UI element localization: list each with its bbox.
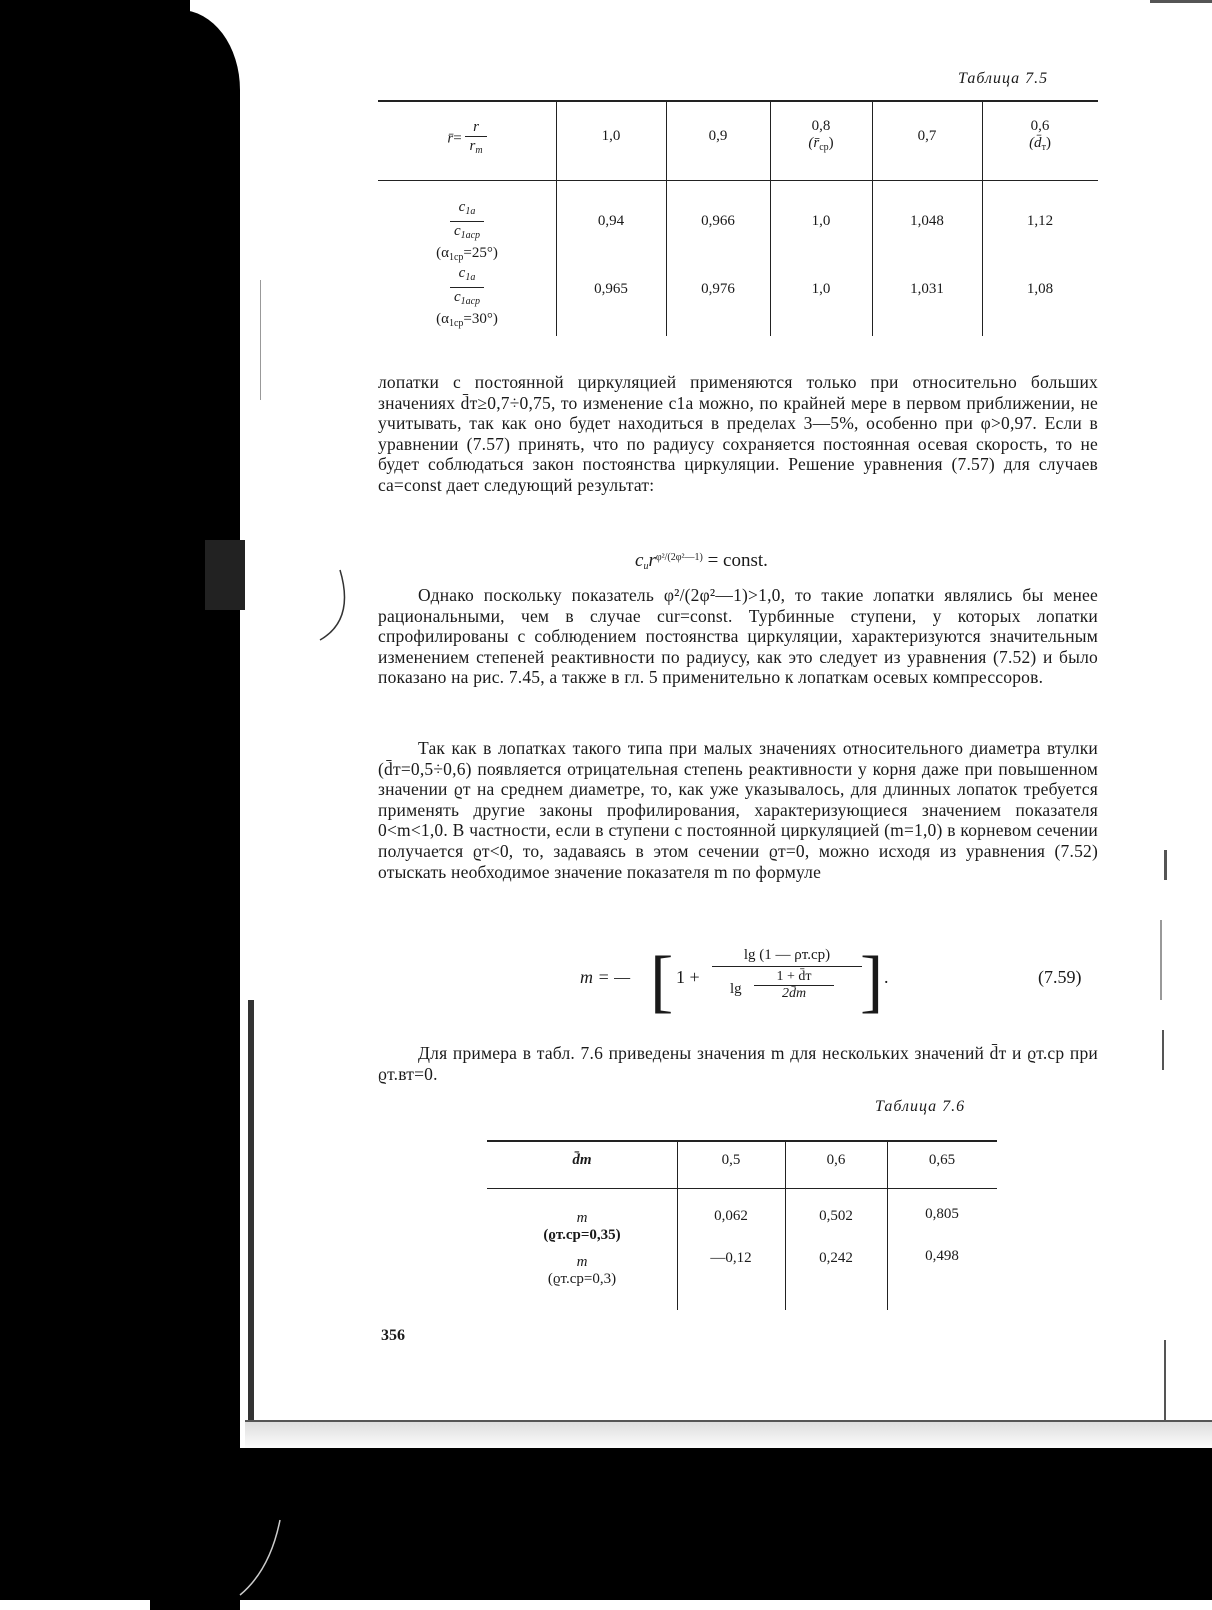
- formula-tail: .: [884, 967, 889, 987]
- note-symbol: (d̄: [1029, 135, 1042, 151]
- table-top-rule: [378, 100, 1098, 102]
- cond-alpha: (α: [436, 245, 449, 261]
- r-symbol: r: [469, 138, 476, 154]
- scan-mark: [1162, 1030, 1164, 1070]
- r-subscript: т: [475, 145, 483, 156]
- cell-r1-c1: 0,062: [714, 1208, 748, 1224]
- formula-inner-fraction: [754, 969, 834, 1002]
- equals-sign: =: [453, 130, 462, 147]
- c-symbol: c: [453, 223, 461, 239]
- r-fraction: [465, 118, 486, 160]
- scan-mark: [1164, 1340, 1166, 1420]
- cell-r2-c1: 0,965: [594, 281, 628, 297]
- right-bracket: ]: [860, 943, 884, 1020]
- fraction-denominator: [450, 288, 484, 311]
- cond-value: =25°): [463, 245, 498, 261]
- scan-curve-mark: [230, 1510, 290, 1600]
- formula-numerator: lg (1 — ρт.ср): [712, 947, 862, 967]
- cell-r2-c5: 1,08: [1026, 281, 1054, 297]
- table-header-rule: [487, 1188, 997, 1189]
- header-col-3-value: 0,8: [811, 118, 831, 134]
- row-1-fraction: [450, 198, 484, 245]
- c-symbol: c: [458, 199, 466, 215]
- c-symbol: c: [453, 289, 461, 305]
- inner-denominator: 2d̄т: [781, 986, 807, 1001]
- row-2-m: m: [576, 1254, 588, 1270]
- paragraph-1: лопатки с постоянной циркуляцией применяются только при относительно больших значениях d̄т≥0,7÷0,75, то изменение c1a можно, по крайней мере в первом приближении, не учитывать, так как оно будет находиться в пределах 3—5%, особенно при φ>0,97. Если в уравнении (7.57) принять, что по радиусу сохраняется постоянная осевая скорость, то не будет соблюдаться закон постоянства циркуляции. Решение уравнения (7.57) для случаев ca=const дает следующий результат:: [378, 372, 1098, 495]
- fraction-numerator: r: [465, 118, 486, 137]
- scan-mark: [260, 280, 261, 400]
- formula-c-subscript: u: [643, 561, 649, 572]
- header-col-2: 0,6: [826, 1152, 846, 1168]
- header-col-3: 0,65: [928, 1152, 956, 1168]
- table-7-5-caption: Таблица 7.5: [958, 70, 1049, 87]
- scan-curve-mark: [300, 560, 360, 650]
- cell-r2-c4: 1,031: [910, 281, 944, 297]
- table-7-5: [378, 100, 1098, 336]
- scan-mark: [1160, 920, 1162, 1000]
- c-subscript: 1aср: [460, 296, 481, 307]
- row-2-label: [487, 1254, 677, 1288]
- header-r-formula: [378, 118, 556, 160]
- cond-subscript: 1ср: [448, 318, 464, 329]
- row-2-fraction: [450, 264, 484, 311]
- formula-lhs: m = —: [580, 967, 631, 987]
- cell-r2-c3: 0,498: [925, 1248, 959, 1264]
- table-header-rule: [378, 180, 1098, 181]
- formula-7-59: [580, 943, 1100, 1035]
- note-close: ): [828, 135, 834, 151]
- header-col-5-value: 0,6: [1030, 118, 1050, 134]
- row-2-label: [378, 264, 556, 332]
- row-1-label: [487, 1210, 677, 1244]
- c-subscript: 1a: [465, 272, 476, 283]
- cell-r1-c4: 1,048: [910, 213, 944, 229]
- row-2-condition: [378, 311, 556, 332]
- header-col-1: 0,5: [721, 1152, 741, 1168]
- scan-mark: [205, 540, 245, 610]
- paragraph-3: Так как в лопатках такого типа при малых значениях относительного диаметра втулки (d̄т=0,5÷0,6) появляется отрицательная степень реактивности у корня даже при повышенном значении ϱт на среднем диаметре, то, как уже указывалось, для длинных лопаток требуется применять другие законы профилирования, характеризующиеся значением показателя 0<m<1,0. В частности, если в ступени с постоянной циркуляцией (m=1,0) в корневом сечении получается ϱт<0, то, задаваясь в этом сечении ϱт=0, можно исходя из уравнения (7.52) отыскать необходимое значение показателя m по формуле: [378, 738, 1098, 882]
- cell-r1-c2: 0,502: [819, 1208, 853, 1224]
- cell-r2-c1: —0,12: [710, 1250, 752, 1266]
- row-1-m: m: [576, 1210, 588, 1226]
- cell-r1-c1: 0,94: [597, 213, 625, 229]
- table-7-6-caption: Таблица 7.6: [875, 1098, 966, 1115]
- header-dt-label: d̄т: [572, 1152, 592, 1168]
- equation-number: (7.59): [1038, 967, 1082, 987]
- inner-numerator: 1 + d̄т: [754, 969, 834, 986]
- c-subscript: 1aср: [460, 230, 481, 241]
- table-top-rule: [487, 1140, 997, 1142]
- formula-one-plus: 1 +: [676, 967, 700, 987]
- fraction-denominator: [465, 137, 486, 160]
- r-bar-symbol: r̄: [447, 130, 454, 147]
- scan-page-edge: [245, 1420, 1212, 1450]
- row-2-condition: (ϱт.ср=0,3): [547, 1271, 617, 1287]
- scan-border-bottom: [0, 1448, 1212, 1600]
- header-col-2: 0,9: [708, 128, 728, 144]
- cell-r2-c2: 0,976: [701, 281, 735, 297]
- row-1-condition: (ϱт.ср=0,35): [543, 1227, 621, 1243]
- fraction-numerator: [450, 198, 484, 222]
- cell-r1-c2: 0,966: [701, 213, 735, 229]
- formula-c: c: [635, 550, 644, 571]
- header-col-3-note: [770, 135, 872, 153]
- formula-rhs: = const.: [707, 550, 768, 571]
- note-subscript: ср: [819, 142, 829, 153]
- fraction-denominator: [450, 222, 484, 245]
- cond-subscript: 1ср: [448, 252, 464, 263]
- header-col-1: 1,0: [601, 128, 621, 144]
- cond-alpha: (α: [436, 311, 449, 327]
- note-close: ): [1045, 135, 1051, 151]
- formula-denominator: [712, 967, 862, 1013]
- cell-r2-c2: 0,242: [819, 1250, 853, 1266]
- formula-r: r: [648, 550, 656, 571]
- row-1-condition: [378, 245, 556, 266]
- paragraph-4: Для примера в табл. 7.6 приведены значения m для нескольких значений d̄т и ϱт.ср при ϱт.вт=0.: [378, 1043, 1098, 1084]
- row-1-label: [378, 198, 556, 266]
- header-col-4: 0,7: [917, 128, 937, 144]
- scan-mark: [1150, 0, 1212, 3]
- formula-circulation: [635, 550, 768, 572]
- cell-r1-c3: 0,805: [925, 1206, 959, 1222]
- formula-fraction: [712, 947, 862, 1013]
- page-number: 356: [381, 1327, 405, 1344]
- header-col-3: [770, 118, 872, 153]
- scan-mark: [248, 1000, 254, 1420]
- formula-exponent: φ²/(2φ²—1): [655, 552, 703, 563]
- paragraph-2: Однако поскольку показатель φ²/(2φ²—1)>1,0, то такие лопатки являлись бы менее рациональными, чем в случае cur=const. Турбинные ступени, у которых лопатки спрофилированы с соблюдением постоянства циркуляции, характеризуются значительным изменением степеней реактивности по радиусу, как это следует из уравнения (7.52) и было показано на рис. 7.45, а также в гл. 5 применительно к лопаткам осевых компрессоров.: [378, 585, 1098, 688]
- formula-den-lg: lg: [730, 981, 742, 997]
- table-7-6: [487, 1140, 997, 1310]
- fraction-numerator: [450, 264, 484, 288]
- c-symbol: c: [458, 265, 466, 281]
- cell-r1-c5: 1,12: [1026, 213, 1054, 229]
- scan-page-curl: [150, 10, 240, 1610]
- note-subscript: т: [1041, 142, 1046, 153]
- cond-value: =30°): [463, 311, 498, 327]
- cell-r2-c3: 1,0: [811, 281, 831, 297]
- header-col-5: [982, 118, 1098, 153]
- header-col-5-note: [982, 135, 1098, 153]
- c-subscript: 1a: [465, 206, 476, 217]
- note-symbol: (r̄: [808, 135, 820, 151]
- scan-mark: [1164, 850, 1167, 880]
- left-bracket: [: [650, 943, 674, 1020]
- cell-r1-c3: 1,0: [811, 213, 831, 229]
